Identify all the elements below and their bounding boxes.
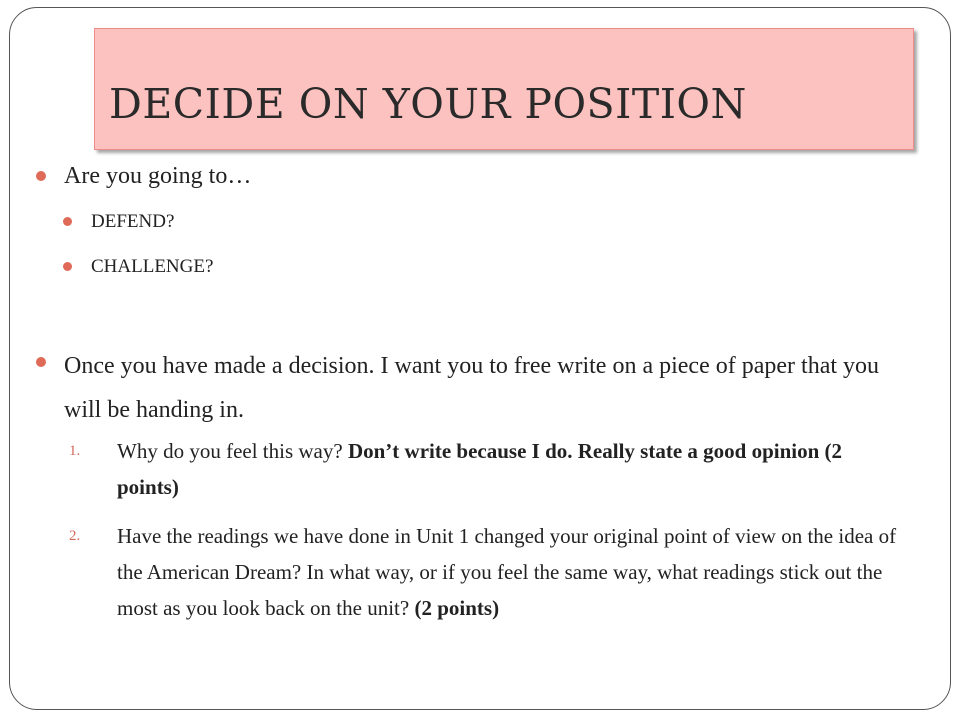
option-challenge: CHALLENGE?: [91, 256, 214, 277]
bullet-icon: [36, 357, 46, 367]
bullet-icon: [36, 171, 46, 181]
bullet-instruction: Once you have made a decision. I want you to free write on a piece of paper that you will be handing in.: [64, 353, 880, 423]
title-box: [94, 28, 914, 150]
bullet-icon: [63, 262, 72, 271]
question-2-text: Have the readings we have done in Unit 1 changed your original point of view on the idea of the American Dream? In what way, or if you feel the same way, what readings stick out the most as you look back on the unit?: [117, 524, 897, 620]
question-1-text: Why do you feel this way?: [117, 439, 348, 463]
question-1-bold: Don’t write because I do. Really state a good opinion (2 points): [117, 439, 843, 499]
question-number: 2.: [69, 528, 81, 544]
question-2: [117, 518, 897, 626]
bullet-icon: [63, 217, 72, 226]
question-number: 1.: [69, 443, 81, 459]
bullet-intro: Are you going to…: [64, 163, 252, 189]
option-defend: DEFEND?: [91, 211, 175, 232]
slide-title: DECIDE ON YOUR POSITION: [109, 80, 747, 128]
question-2-bold: (2 points): [414, 596, 500, 620]
question-1: [117, 433, 897, 505]
